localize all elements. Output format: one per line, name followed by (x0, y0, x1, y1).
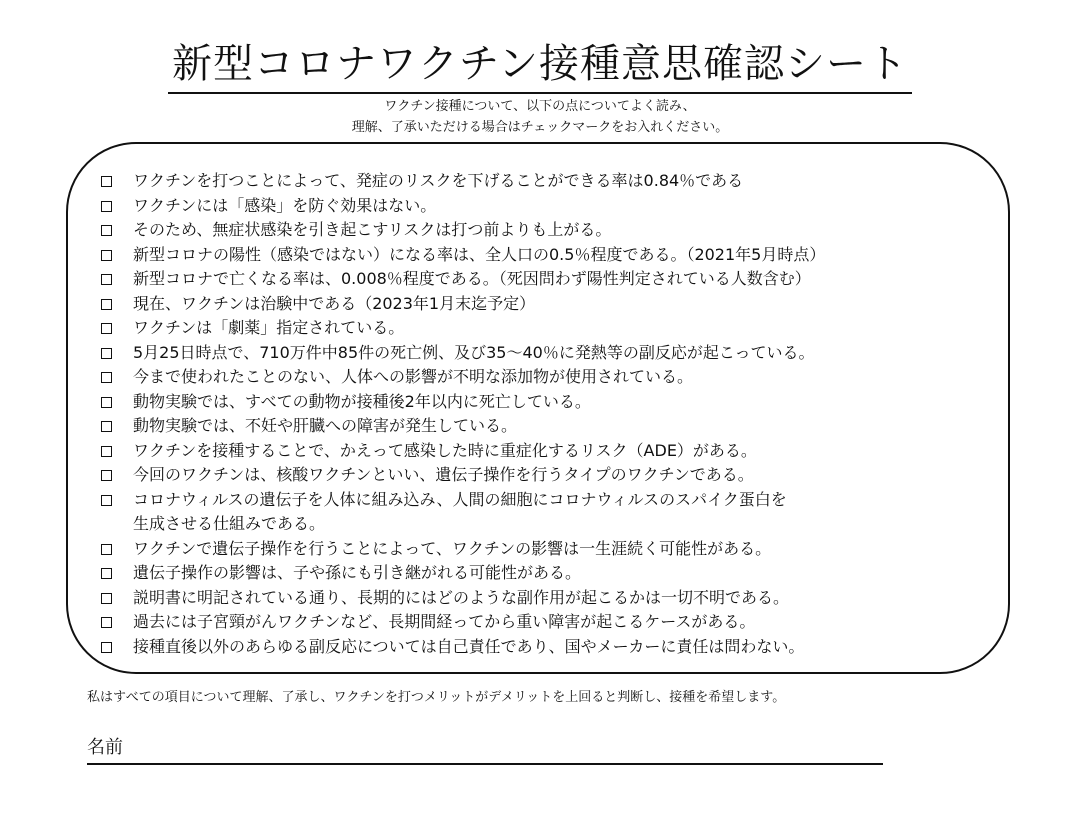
intro-text (0, 96, 1080, 138)
checkbox[interactable] (101, 568, 112, 579)
checkbox[interactable] (101, 250, 112, 261)
checklist-item-text (133, 169, 743, 194)
checklist-item-text (133, 561, 581, 586)
checklist-item-text (133, 463, 754, 488)
checkbox[interactable] (101, 495, 112, 506)
checklist-item-line: 新型コロナの陽性（感染ではない）になる率は、全人口の0.5％程度である。（2021年5月時点） (133, 244, 826, 264)
checklist-item (96, 341, 996, 366)
checklist-item-line: ワクチンは「劇薬」指定されている。 (133, 318, 405, 337)
checklist-item (96, 316, 996, 341)
checklist-item-text (133, 635, 804, 660)
checklist-item (96, 439, 996, 464)
checkbox[interactable] (101, 446, 112, 457)
checklist-item-text (133, 243, 825, 268)
checklist-item-line: 今回のワクチンは、核酸ワクチンといい、遺伝子操作を行うタイプのワクチンである。 (133, 465, 754, 484)
checklist-item (96, 561, 996, 586)
checklist-item-text (133, 586, 789, 611)
name-signature-line[interactable] (87, 763, 883, 765)
checklist-item (96, 243, 996, 268)
checklist-item (96, 194, 996, 219)
checklist-item-text (133, 439, 757, 464)
checkbox[interactable] (101, 421, 112, 432)
checkbox[interactable] (101, 397, 112, 408)
checklist-item-line: コロナウィルスの遺伝子を人体に組み込み、人間の細胞にコロナウィルスのスパイク蛋白を (133, 489, 787, 509)
checklist-item (96, 463, 996, 488)
checklist-item (96, 365, 996, 390)
checklist-item (96, 610, 996, 635)
checklist-item (96, 586, 996, 611)
checklist-item-text (133, 610, 755, 635)
checklist-item-line: 遺伝子操作の影響は、子や孫にも引き継がれる可能性がある。 (133, 563, 582, 582)
checkbox[interactable] (101, 372, 112, 383)
checkbox[interactable] (101, 593, 112, 604)
checkbox[interactable] (101, 225, 112, 236)
checklist-item-line: そのため、無症状感染を引き起こすリスクは打つ前よりも上がる。 (133, 220, 612, 239)
checklist-item-text (133, 218, 611, 243)
checkbox[interactable] (101, 348, 112, 359)
checkbox[interactable] (101, 323, 112, 334)
name-label: 名前 (87, 737, 123, 758)
agreement-statement: 私はすべての項目について理解、了承し、ワクチンを打つメリットがデメリットを上回ると判断し、接種を希望します。 (87, 690, 786, 705)
checklist-item-line: 接種直後以外のあらゆる副反応については自己責任であり、国やメーカーに責任は問わない。 (133, 636, 805, 656)
checklist-item-text (133, 537, 771, 562)
checkbox[interactable] (101, 642, 112, 653)
checklist-item (96, 292, 996, 317)
checklist-item-line: ワクチンで遺伝子操作を行うことによって、ワクチンの影響は一生涯続く可能性がある。 (133, 538, 772, 558)
checklist-item-text (133, 316, 404, 341)
checklist-item (96, 635, 996, 660)
checkbox[interactable] (101, 544, 112, 555)
checklist (96, 169, 996, 659)
checklist-item (96, 218, 996, 243)
checklist-item-text (133, 267, 811, 292)
intro-line-2: 理解、了承いただける場合はチェックマークをお入れください。 (351, 120, 729, 135)
checkbox[interactable] (101, 470, 112, 481)
checklist-item (96, 537, 996, 562)
checklist-item-text (133, 292, 535, 317)
checklist-item-line: 今まで使われたことのない、人体への影響が不明な添加物が使用されている。 (133, 367, 694, 386)
checklist-item-text (133, 488, 787, 537)
checklist-item-line: ワクチンを打つことによって、発症のリスクを下げることができる率は0.84％である (133, 171, 744, 190)
checklist-item-line: 説明書に明記されている通り、長期的にはどのような副作用が起こるかは一切不明である。 (133, 587, 790, 607)
checklist-item (96, 414, 996, 439)
checkbox[interactable] (101, 201, 112, 212)
checkbox[interactable] (101, 299, 112, 310)
checkbox[interactable] (101, 274, 112, 285)
checklist-item-line: 現在、ワクチンは治験中である（2023年1月末迄予定） (133, 293, 536, 313)
checklist-item-text (133, 414, 517, 439)
checklist-item-line: 生成させる仕組みである。 (133, 514, 326, 533)
checklist-item-line: ワクチンには「感染」を防ぐ効果はない。 (133, 195, 437, 215)
intro-line-1: ワクチン接種について、以下の点についてよく読み、 (384, 99, 696, 114)
checklist-item (96, 169, 996, 194)
checklist-item (96, 267, 996, 292)
document-title (0, 38, 1080, 94)
checklist-item-line: 新型コロナで亡くなる率は、0.008％程度である。（死因問わず陽性判定されている人数含む） (133, 269, 811, 288)
checkbox[interactable] (101, 176, 112, 187)
checklist-item-line: ワクチンを接種することで、かえって感染した時に重症化するリスク（ADE）がある。 (133, 440, 757, 460)
checklist-item-text (133, 194, 436, 219)
checklist-item (96, 390, 996, 415)
checklist-item-line: 過去には子宮頸がんワクチンなど、長期間経ってから重い障害が起こるケースがある。 (133, 612, 756, 631)
checklist-item-line: 5月25日時点で、710万件中85件の死亡例、及び35～40％に発熱等の副反応が起こっている。 (133, 342, 815, 362)
checklist-item-line: 動物実験では、不妊や肝臓への障害が発生している。 (133, 416, 518, 435)
checklist-item-text (133, 365, 693, 390)
checklist-item-line: 動物実験では、すべての動物が接種後2年以内に死亡している。 (133, 391, 591, 411)
document-title-text: 新型コロナワクチン接種意思確認シート (168, 38, 912, 94)
checkbox[interactable] (101, 617, 112, 628)
checklist-item-text (133, 341, 815, 366)
checklist-item-text (133, 390, 591, 415)
checklist-item (96, 488, 996, 537)
